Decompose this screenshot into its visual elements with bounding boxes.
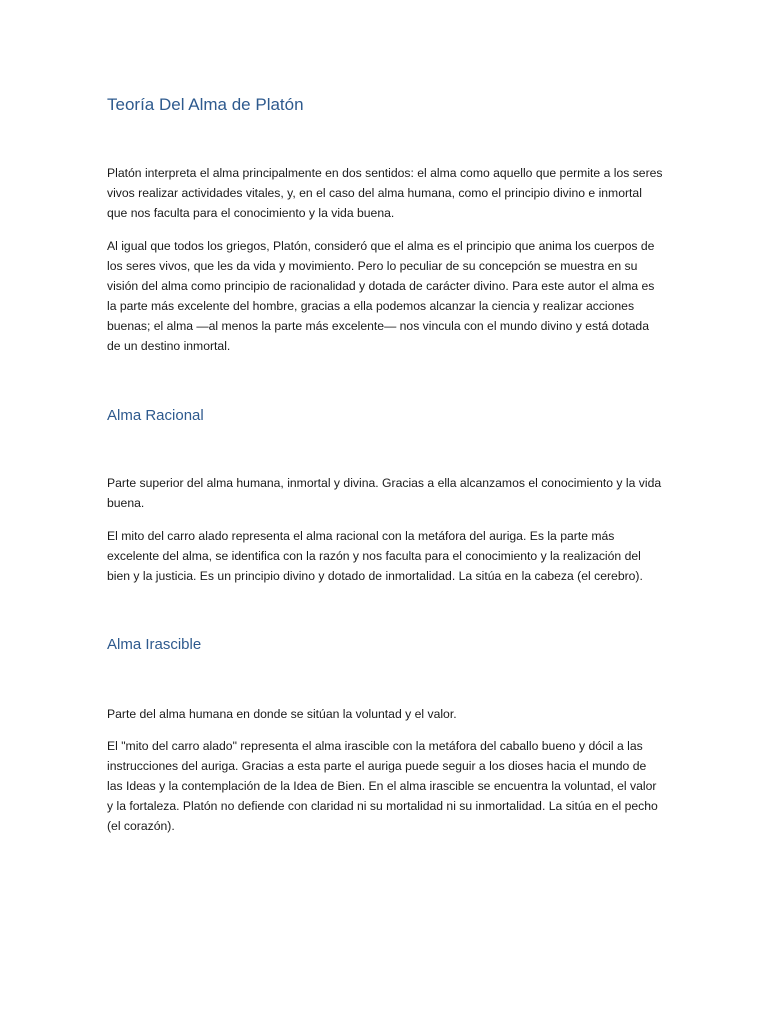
racional-paragraph-1: Parte superior del alma humana, inmortal y divina. Gracias a ella alcanzamos el conocimiento y la vida buena. <box>107 476 662 510</box>
intro-paragraph-1: Platón interpreta el alma principalmente en dos sentidos: el alma como aquello que permite a los seres vivos realizar actividades vitales, y, en el caso del alma humana, como el principio divino e inmortal que nos faculta para el conocimiento y la vida buena. <box>107 166 663 220</box>
intro-paragraph-2: Al igual que todos los griegos, Platón, consideró que el alma es el principio que anima los cuerpos de los seres vivos, que les da vida y movimiento. Pero lo peculiar de su concepción se muestra en su visión del alma como principio de racionalidad y dotada de carácter divino. Para este autor el alma es la parte más excelente del hombre, gracias a ella podemos alcanzar la ciencia y realizar acciones buenas; el alma —al menos la parte más excelente— nos vincula con el mundo divino y está dotada de un destino inmortal. <box>107 239 655 353</box>
irascible-paragraph-2: El "mito del carro alado" representa el alma irascible con la metáfora del caballo bueno y dócil a las instrucciones del auriga. Gracias a esta parte el auriga puede seguir a los dioses hacia el mundo de las Ideas y la contemplación de la Idea de Bien. En el alma irascible se encuentra la voluntad, el valor y la fortaleza. Platón no defiende con claridad ni su mortalidad ni su inmortalidad. La sitúa en el pecho (el corazón). <box>107 739 658 833</box>
irascible-paragraph-1: Parte del alma humana en donde se sitúan la voluntad y el valor. <box>107 707 457 721</box>
racional-paragraph-2: El mito del carro alado representa el alma racional con la metáfora del auriga. Es la parte más excelente del alma, se identifica con la razón y nos faculta para el conocimiento y la realización del bien y la justicia. Es un principio divino y dotado de inmortalidad. La sitúa en la cabeza (el cerebro). <box>107 529 643 583</box>
section-heading-alma-racional: Alma Racional <box>107 407 204 424</box>
section-heading-alma-irascible: Alma Irascible <box>107 636 202 653</box>
page-title: Teoría Del Alma de Platón <box>107 95 304 114</box>
